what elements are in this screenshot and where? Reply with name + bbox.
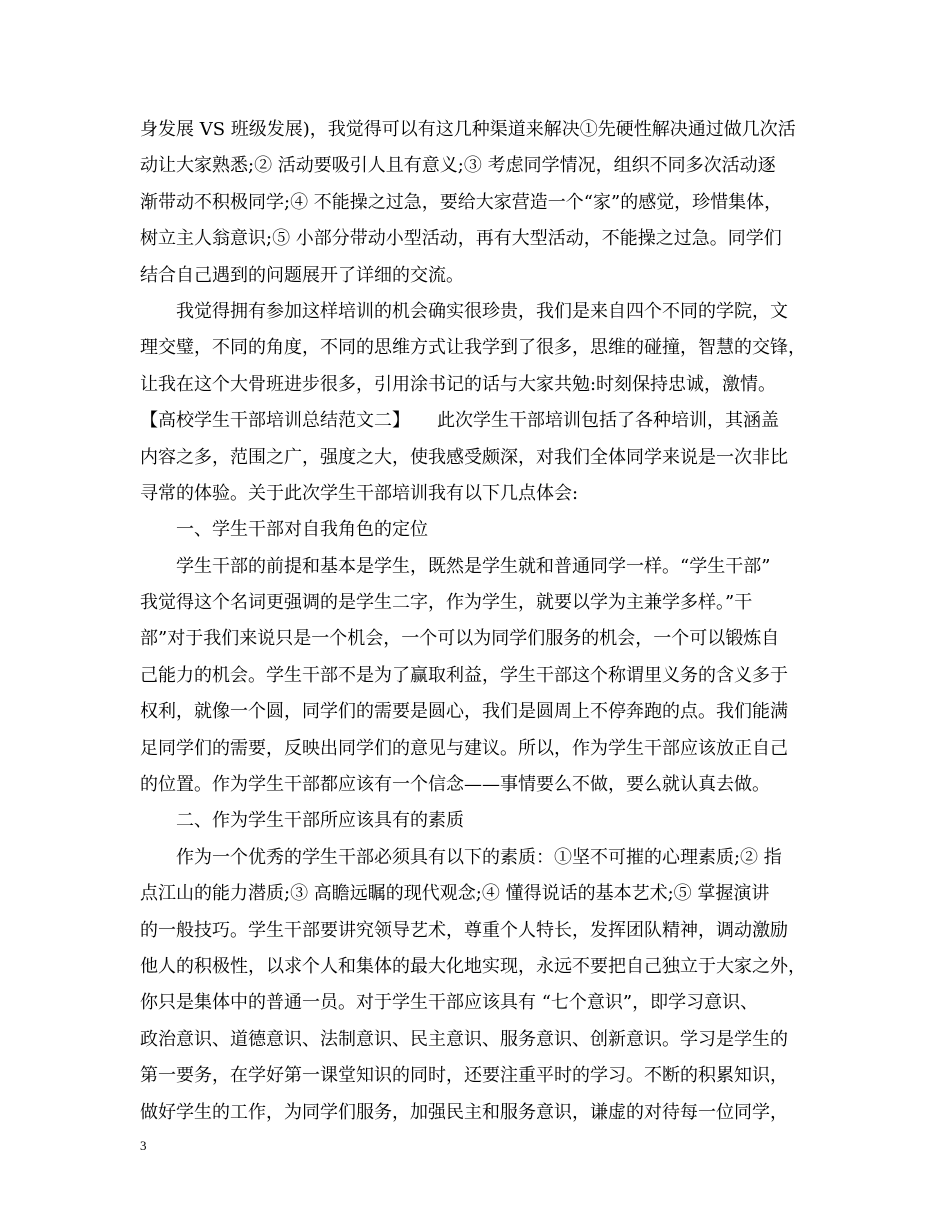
text-line: 一、学生干部对自我角色的定位 [140,519,428,541]
text-line: 渐带动不积极同学;④ 不能操之过急，要给大家营造一个“家”的感觉，珍惜集体， [140,191,783,213]
text-line: 身发展 VS 班级发展)，我觉得可以有这几种渠道来解决①先硬性解决通过做几次活 [140,119,796,140]
text-line: 【高校学生干部培训总结范文二】 此次学生干部培训包括了各种培训，其涵盖 [140,410,779,432]
text-line: 我觉得这个名词更强调的是学生二字，作为学生，就要以学为主兼学多样。”干 [140,592,753,614]
text-line: 部”对于我们来说只是一个机会，一个可以为同学们服务的机会，一个可以锻炼自 [140,628,780,650]
text-line: 理交璧，不同的角度，不同的思维方式让我学到了很多，思维的碰撞，智慧的交锋， [140,337,806,359]
text-line: 第一要务，在学好第一课堂知识的同时，还要注重平时的学习。不断的积累知识， [140,1065,788,1087]
text-line: 我觉得拥有参加这样培训的机会确实很珍贵，我们是来自四个不同的学院，文 [140,300,788,322]
text-line: 你只是集体中的普通一员。对于学生干部应该具有 “七个意识”，即学习意识、 [140,992,759,1014]
text-line: 点江山的能力潜质;③ 高瞻远瞩的现代观念;④ 懂得说话的基本艺术;⑤ 掌握演讲 [140,883,770,905]
text-line: 的一般技巧。学生干部要讲究领导艺术，尊重个人特长，发挥团队精神，调动激励 [140,919,788,941]
text-line: 做好学生的工作，为同学们服务，加强民主和服务意识，谦虚的对待每一位同学， [140,1101,788,1123]
text-line: 己能力的机会。学生干部不是为了赢取利益，学生干部这个称谓里义务的含义多于 [140,664,788,686]
text-line: 政治意识、道德意识、法制意识、民主意识、服务意识、创新意识。学习是学生的 [140,1028,788,1050]
text-line: 二、作为学生干部所应该具有的素质 [140,810,464,832]
text-line: 动让大家熟悉;② 活动要吸引人且有意义;③ 考虑同学情况，组织不同多次活动逐 [140,155,776,177]
text-line: 作为一个优秀的学生干部必须具有以下的素质：①坚不可摧的心理素质;② 指 [140,846,782,868]
text-line: 内容之多，范围之广，强度之大，使我感受颇深，对我们全体同学来说是一次非比 [140,446,788,468]
text-line: 寻常的体验。关于此次学生干部培训我有以下几点体会: [140,482,579,504]
text-line: 足同学们的需要，反映出同学们的意见与建议。所以，作为学生干部应该放正自己 [140,737,788,759]
text-line: 让我在这个大骨班进步很多，引用涂书记的话与大家共勉:时刻保持忠诚，激情。 [140,373,777,395]
body-text [140,112,830,1131]
page-number: 3 [140,1138,147,1153]
text-line: 学生干部的前提和基本是学生，既然是学生就和普通同学一样。“学生干部” [140,555,771,577]
text-line: 他人的积极性，以求个人和集体的最大化地实现，永远不要把自己独立于大家之外， [140,955,806,977]
text-line: 结合自己遇到的问题展开了详细的交流。 [140,264,464,286]
text-line: 权利，就像一个圆，同学们的需要是圆心，我们是圆周上不停奔跑的点。我们能满 [140,701,788,723]
text-line: 树立主人翁意识;⑤ 小部分带动小型活动，再有大型活动，不能操之过急。同学们 [140,228,782,250]
text-line: 的位置。作为学生干部都应该有一个信念——事情要么不做，要么就认真去做。 [140,774,770,796]
